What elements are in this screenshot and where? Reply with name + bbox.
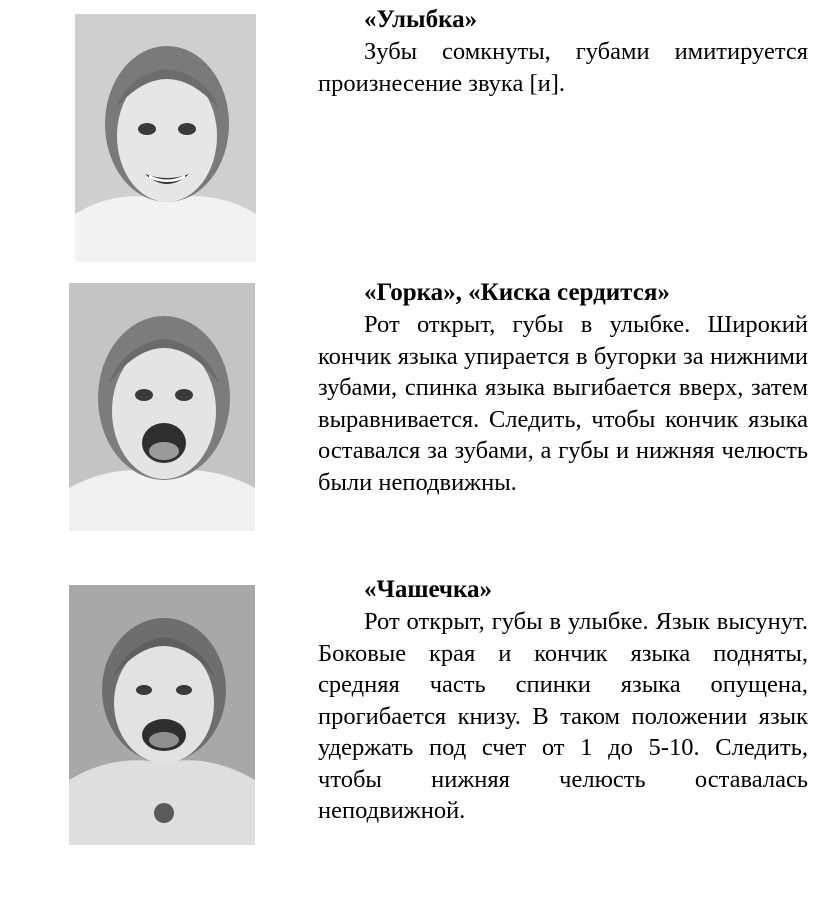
exercise-description: Рот открыт, губы в улыбке. Широкий кончик языка упирается в бугорки за нижними зубами, спинка языка выгибается вверх, затем выравнивается. Следить, чтобы кончик языка оставался за зубами, а губы и нижняя челюсть были неподвижны. bbox=[318, 311, 808, 496]
exercise-block-cup bbox=[318, 573, 808, 827]
exercise-title: «Чашечка» bbox=[364, 576, 493, 603]
child-smile-photo bbox=[75, 14, 256, 262]
exercise-description: Рот открыт, губы в улыбке. Язык высунут. Боковые края и кончик языка подняты, средняя часть спинки языка опущена, прогибается книзу. В таком положении язык удержать под счет от 1 до 5-10. Следить, чтобы нижняя челюсть оставалась неподвижной. bbox=[318, 608, 808, 824]
child-tongue-cup-photo bbox=[69, 585, 255, 845]
exercise-block-smile bbox=[318, 3, 808, 99]
child-open-mouth-photo bbox=[69, 283, 255, 531]
exercise-block-slide bbox=[318, 276, 808, 498]
exercise-description: Зубы сомкнуты, губами имитируется произнесение звука [и]. bbox=[318, 38, 808, 97]
exercise-title: «Улыбка» bbox=[364, 6, 478, 33]
exercise-title: «Горка», «Киска сердится» bbox=[364, 279, 670, 306]
